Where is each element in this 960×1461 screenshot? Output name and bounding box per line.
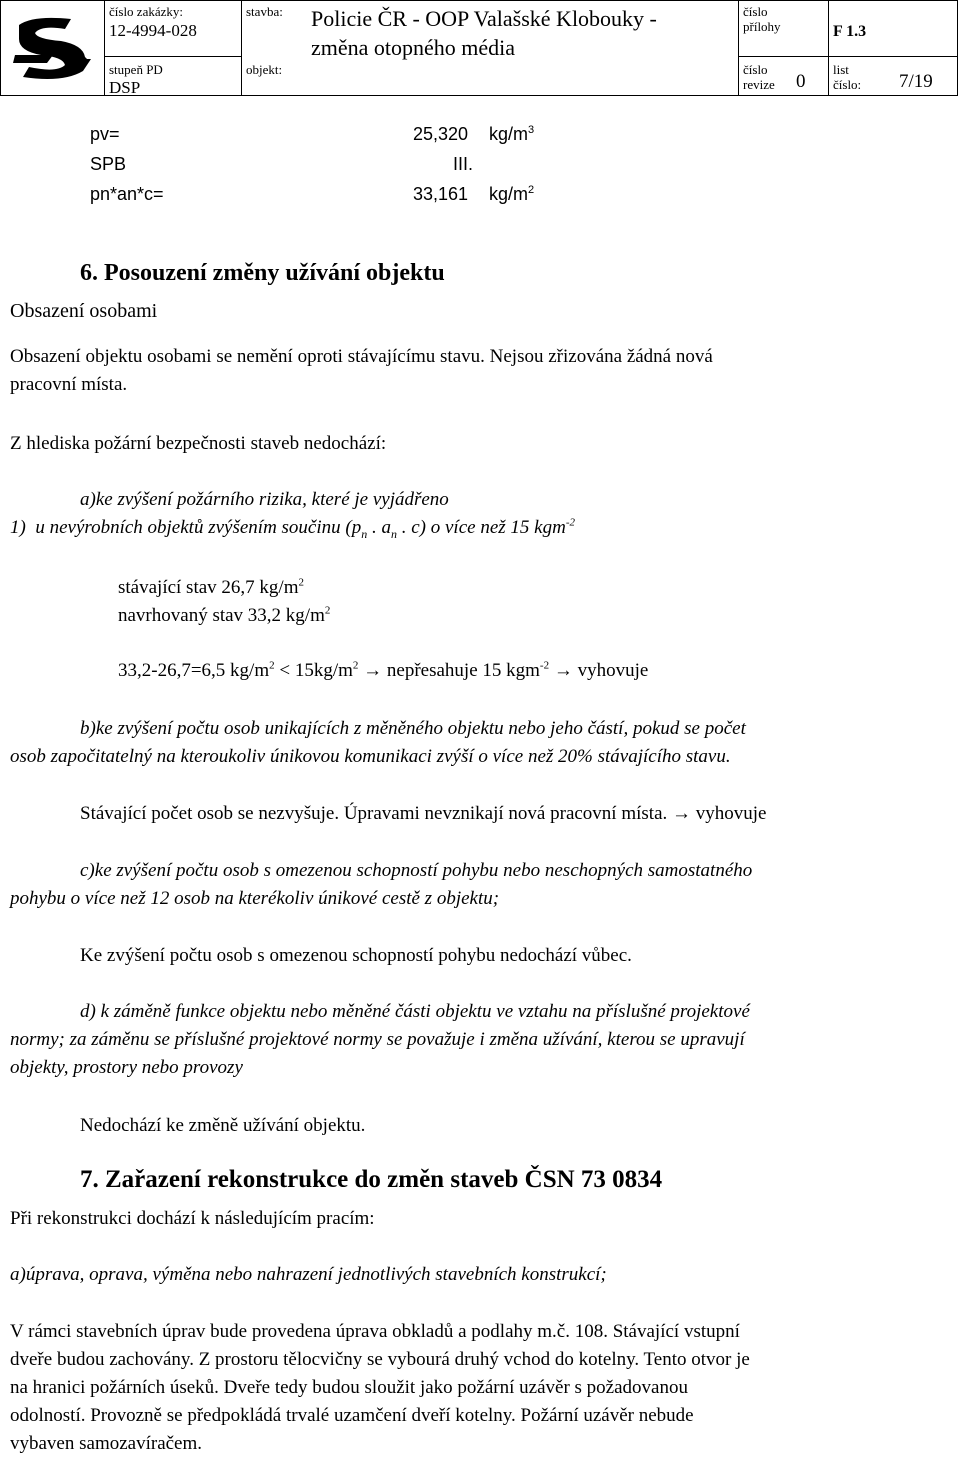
criterion-c-answer: Ke zvýšení počtu osob s omezenou schopností pohybu nedochází vůbec. bbox=[80, 945, 632, 966]
value-unit: $kg/m^3$ bbox=[489, 124, 535, 144]
revize-value: 0 bbox=[796, 71, 806, 92]
revize-label-2: revize bbox=[743, 77, 775, 92]
section-6-heading: 6. Posouzení změny užívání objektu bbox=[80, 260, 445, 286]
priloha-label-2: přílohy bbox=[743, 19, 781, 34]
stav-proposed: navrhovaný stav 33,2 $kg/m^2$ bbox=[118, 604, 331, 626]
value-label: pv= bbox=[90, 124, 120, 144]
section-6-subheading: Obsazení osobami bbox=[10, 300, 158, 322]
paragraph-line: Z hlediska požární bezpečnosti staveb nedochází: bbox=[10, 433, 387, 454]
list-value: 7/19 bbox=[899, 71, 933, 92]
paragraph-line: odolností. Provozně se předpokládá trvalé uzamčení dveří kotelny. Požární uzávěr nebude bbox=[10, 1405, 694, 1426]
priloha-label: číslo bbox=[743, 4, 768, 19]
zakazka-value: 12-4994-028 bbox=[109, 21, 197, 40]
criterion-d-answer: Nedochází ke změně užívání objektu. bbox=[80, 1115, 366, 1136]
stupen-label: stupeň PD bbox=[109, 62, 163, 77]
value-number: 25,320 bbox=[413, 124, 469, 144]
value-number: 33,161 bbox=[413, 184, 469, 204]
paragraph-line: dveře budou zachovány. Z prostoru tělocvičny se vybourá druhý vchod do kotelny. Tento otvor je bbox=[10, 1349, 750, 1370]
paragraph-line: pracovní místa. bbox=[10, 374, 128, 395]
criterion-a-line1: a)ke zvýšení požárního rizika, které je vyjádřeno bbox=[80, 489, 449, 510]
paragraph-line: V rámci stavebních úprav bude provedena úprava obkladů a podlahy m.č. 108. Stávající vstupní bbox=[10, 1321, 740, 1342]
section-7-intro: Při rekonstrukci dochází k následujícím pracím: bbox=[10, 1208, 375, 1229]
value-number: III. bbox=[453, 154, 474, 174]
zakazka-label: číslo zakázky: bbox=[109, 4, 183, 19]
criterion-a-line2: 1) u nevýrobních objektů zvýšením součinu ($p_n$ . $a_n$ . c) o více než 15 kgm$^{-2}$ bbox=[10, 516, 575, 541]
stavba-label: stavba: bbox=[246, 4, 283, 19]
criterion-d-line2: normy; za záměnu se příslušné projektové normy se považuje i změna užívání, kterou se upravují bbox=[10, 1029, 745, 1050]
criterion-d-line3: objekty, prostory nebo provozy bbox=[10, 1057, 243, 1078]
company-logo-icon bbox=[13, 15, 93, 83]
paragraph-line: Obsazení objektu osobami se nemění oproti stávajícímu stavu. Nejsou zřizována žádná nová bbox=[10, 346, 713, 367]
work-item-a: a)úprava, oprava, výměna nebo nahrazení jednotlivých stavebních konstrukcí; bbox=[10, 1264, 607, 1285]
paragraph-line: vybaven samozavíračem. bbox=[10, 1433, 203, 1454]
revize-label: číslo bbox=[743, 62, 768, 77]
priloha-value: F 1.3 bbox=[833, 23, 867, 40]
criterion-c-line1: c)ke zvýšení počtu osob s omezenou schopností pohybu nebo neschopných samostatného bbox=[80, 860, 753, 881]
list-label-2: číslo: bbox=[833, 77, 862, 92]
criterion-c-line2: pohybu o více než 12 osob na kterékoliv únikové cestě z objektu; bbox=[10, 888, 500, 909]
section-7-heading: 7. Zařazení rekonstrukce do změn staveb ČSN 73 0834 bbox=[80, 1166, 663, 1193]
criterion-b-line1: b)ke zvýšení počtu osob unikajících z měněného objektu nebo jeho částí, pokud se počet bbox=[80, 718, 746, 739]
criterion-b-answer: Stávající počet osob se nezvyšuje. Úpravami nevznikají nová pracovní místa. → vyhovuje bbox=[80, 803, 767, 824]
value-unit: $kg/m^2$ bbox=[489, 184, 535, 204]
value-label: SPB bbox=[90, 154, 127, 174]
project-title-line2: změna otopného média bbox=[311, 35, 516, 60]
stav-existing: stávající stav 26,7 $kg/m^2$ bbox=[118, 576, 304, 598]
title-block bbox=[0, 0, 958, 96]
objekt-label: objekt: bbox=[246, 62, 283, 77]
paragraph-line: na hranici požárních úseků. Dveře tedy budou sloužit jako požární uzávěr s požadovanou bbox=[10, 1377, 688, 1398]
criterion-b-line2: osob započitatelný na kteroukoliv únikovou komunikaci zvýší o více než 20% stávajícího stavu. bbox=[10, 746, 731, 767]
list-label: list bbox=[833, 62, 849, 77]
criterion-d-line1: d) k záměně funkce objektu nebo měněné části objektu ve vztahu na příslušné projektové bbox=[80, 1001, 750, 1022]
value-label: pn*an*c= bbox=[90, 184, 164, 204]
calculation: 33,2-26,7=6,5 $kg/m^2 < 15kg/m^2$ → nepřesahuje 15 kgm$^{-2}$ → vyhovuje bbox=[118, 659, 649, 681]
project-title-line1: Policie ČR - OOP Valašské Klobouky - bbox=[311, 6, 657, 31]
stupen-value: DSP bbox=[109, 78, 141, 97]
